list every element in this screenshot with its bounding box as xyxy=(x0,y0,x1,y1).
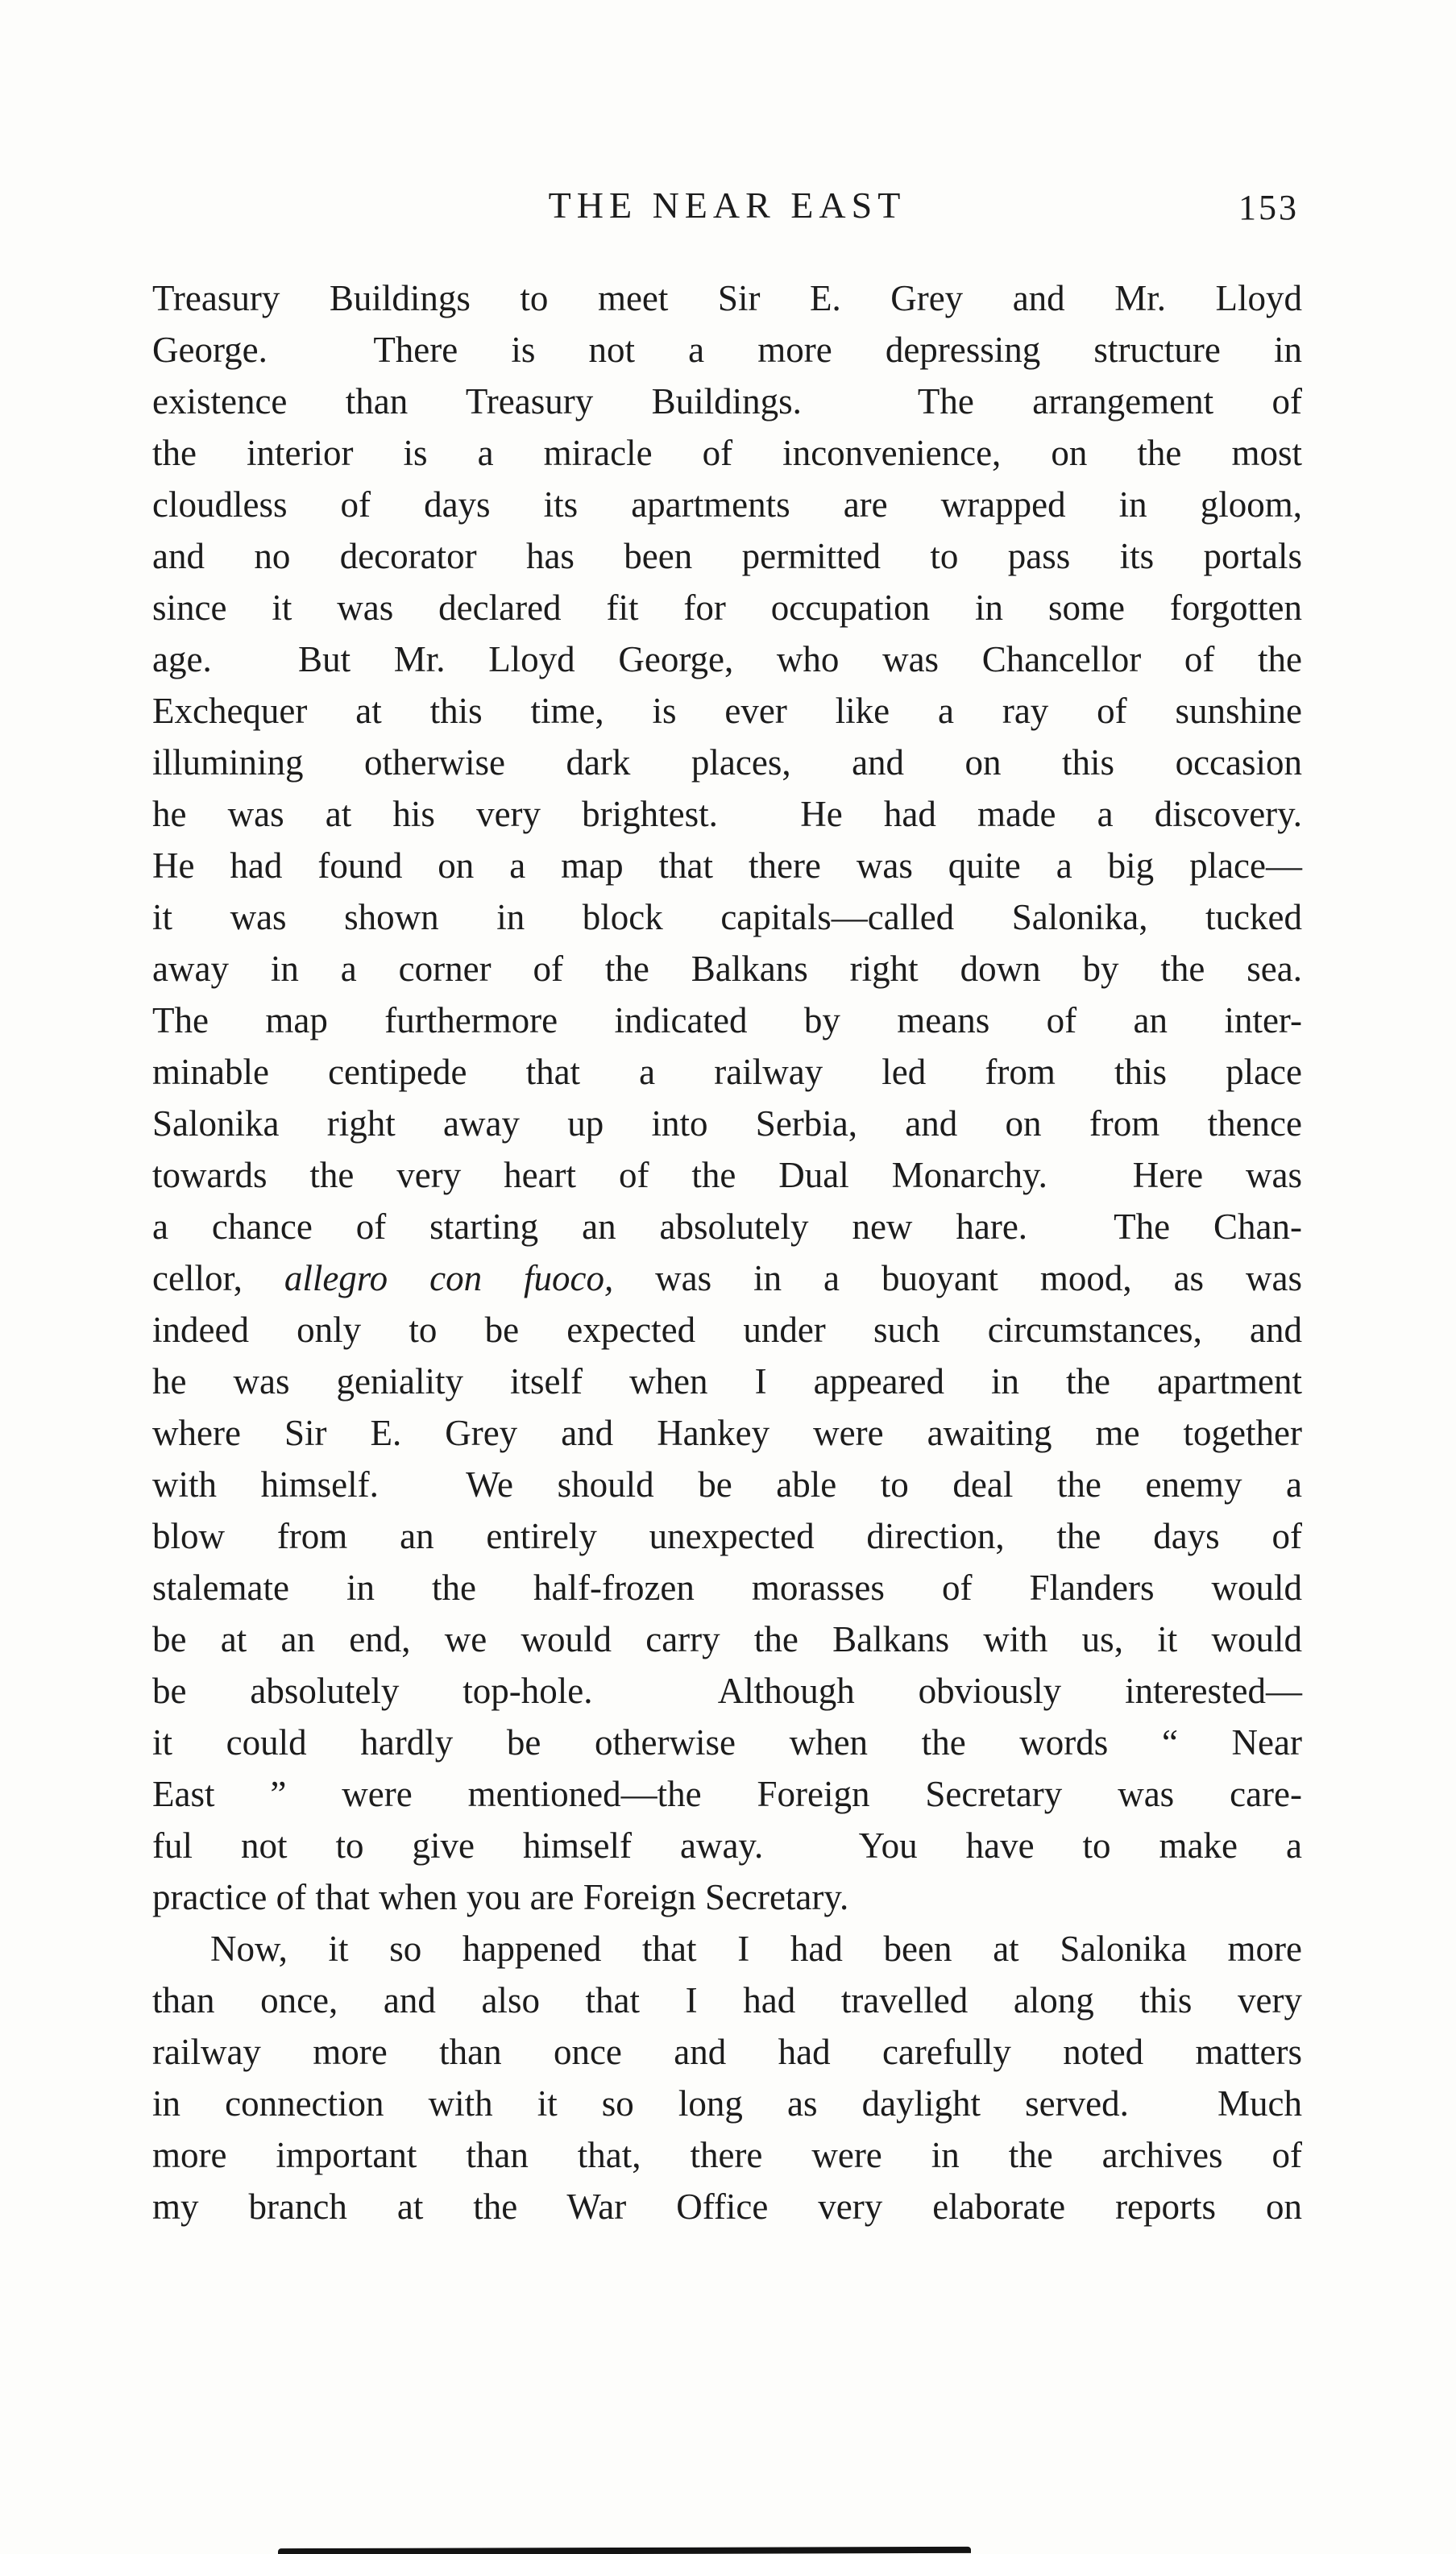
text-segment: in connection with it so long as daylight served. Much xyxy=(152,2083,1302,2124)
text-line xyxy=(152,1923,1302,1975)
text-line xyxy=(152,685,1302,737)
text-line xyxy=(152,1871,1302,1923)
text-line xyxy=(152,633,1302,685)
text-line xyxy=(152,2078,1302,2129)
page-header xyxy=(152,184,1302,240)
text-segment: Treasury Buildings to meet Sir E. Grey and Mr. Lloyd xyxy=(152,278,1302,318)
text-line xyxy=(152,2026,1302,2078)
text-segment: more important than that, there were in the archives of xyxy=(152,2135,1302,2175)
text-segment: minable centipede that a railway led from this place xyxy=(152,1052,1302,1092)
text-segment: railway more than once and had carefully noted matters xyxy=(152,2032,1302,2072)
text-line xyxy=(152,2181,1302,2232)
text-segment: where Sir E. Grey and Hankey were awaiting me together xyxy=(152,1413,1302,1453)
text-segment: He had found on a map that there was quite a big place— xyxy=(152,845,1302,886)
text-segment: ful not to give himself away. You have to make a xyxy=(152,1825,1302,1866)
text-segment: with himself. We should be able to deal the enemy a xyxy=(152,1464,1302,1505)
text-line xyxy=(152,1768,1302,1820)
text-line xyxy=(152,1046,1302,1098)
text-line xyxy=(152,737,1302,788)
text-line xyxy=(152,1407,1302,1459)
text-segment: cellor, xyxy=(152,1258,284,1298)
text-segment: than once, and also that I had travelled along this very xyxy=(152,1980,1302,2020)
text-line xyxy=(152,1098,1302,1149)
running-title: THE NEAR EAST xyxy=(548,185,906,226)
text-segment: George. There is not a more depressing structure in xyxy=(152,330,1302,370)
text-line xyxy=(152,1252,1302,1304)
text-segment: away in a corner of the Balkans right down by the sea. xyxy=(152,949,1302,989)
text-line xyxy=(152,1510,1302,1562)
text-segment: was in a buoyant mood, as was xyxy=(613,1258,1302,1298)
text-segment: since it was declared fit for occupation in some forgotten xyxy=(152,588,1302,628)
text-segment: indeed only to be expected under such circumstances, and xyxy=(152,1310,1302,1350)
text-line xyxy=(152,1975,1302,2026)
text-segment: towards the very heart of the Dual Monarchy. Here was xyxy=(152,1155,1302,1195)
text-segment: he was at his very brightest. He had made a discovery. xyxy=(152,794,1302,834)
text-segment: illumining otherwise dark places, and on this occasion xyxy=(152,742,1302,783)
text-segment-italic: allegro con fuoco, xyxy=(284,1258,614,1298)
text-segment: Exchequer at this time, is ever like a ray of sunshine xyxy=(152,691,1302,731)
text-segment: and no decorator has been permitted to pass its portals xyxy=(152,536,1302,576)
text-line xyxy=(152,891,1302,943)
text-line xyxy=(152,840,1302,891)
text-line xyxy=(152,324,1302,376)
text-segment: practice of that when you are Foreign Secretary. xyxy=(152,1877,849,1917)
text-segment: it could hardly be otherwise when the words “ Near xyxy=(152,1722,1302,1763)
text-segment: existence than Treasury Buildings. The arrangement of xyxy=(152,381,1302,422)
text-line xyxy=(152,995,1302,1046)
text-segment: he was geniality itself when I appeared in the apartment xyxy=(152,1361,1302,1402)
text-segment: East ” were mentioned—the Foreign Secretary was care- xyxy=(152,1774,1302,1814)
text-segment: a chance of starting an absolutely new hare. The Chan- xyxy=(152,1206,1302,1247)
text-segment: be at an end, we would carry the Balkans with us, it would xyxy=(152,1619,1302,1659)
text-segment: the interior is a miracle of inconvenience, on the most xyxy=(152,433,1302,473)
text-line xyxy=(152,479,1302,530)
text-line xyxy=(152,1717,1302,1768)
text-line xyxy=(152,582,1302,633)
page-number: 153 xyxy=(1238,188,1299,227)
text-segment: The map furthermore indicated by means of an inter- xyxy=(152,1000,1302,1040)
text-segment: blow from an entirely unexpected direction, the days of xyxy=(152,1516,1302,1556)
text-line xyxy=(152,943,1302,995)
body-text xyxy=(152,272,1302,2232)
text-line xyxy=(152,1356,1302,1407)
text-line xyxy=(152,427,1302,479)
text-segment: Salonika right away up into Serbia, and on from thence xyxy=(152,1103,1302,1144)
text-line xyxy=(152,2129,1302,2181)
text-segment: age. But Mr. Lloyd George, who was Chancellor of the xyxy=(152,639,1302,679)
text-line xyxy=(152,1201,1302,1252)
text-line xyxy=(152,1459,1302,1510)
text-line xyxy=(152,272,1302,324)
text-segment: my branch at the War Office very elaborate reports on xyxy=(152,2186,1302,2227)
text-line xyxy=(152,1613,1302,1665)
text-line xyxy=(152,788,1302,840)
text-segment: cloudless of days its apartments are wrapped in gloom, xyxy=(152,484,1302,525)
text-line xyxy=(152,1562,1302,1613)
scan-artifact-line xyxy=(278,2547,971,2554)
text-line xyxy=(152,1665,1302,1717)
text-line xyxy=(152,376,1302,427)
text-line xyxy=(152,530,1302,582)
text-segment: be absolutely top-hole. Although obviously interested— xyxy=(152,1671,1302,1711)
text-line xyxy=(152,1820,1302,1871)
text-line xyxy=(152,1149,1302,1201)
text-line xyxy=(152,1304,1302,1356)
text-segment: Now, it so happened that I had been at Salonika more xyxy=(210,1929,1302,1969)
text-segment: stalemate in the half-frozen morasses of Flanders would xyxy=(152,1568,1302,1608)
text-segment: it was shown in block capitals—called Salonika, tucked xyxy=(152,897,1302,937)
